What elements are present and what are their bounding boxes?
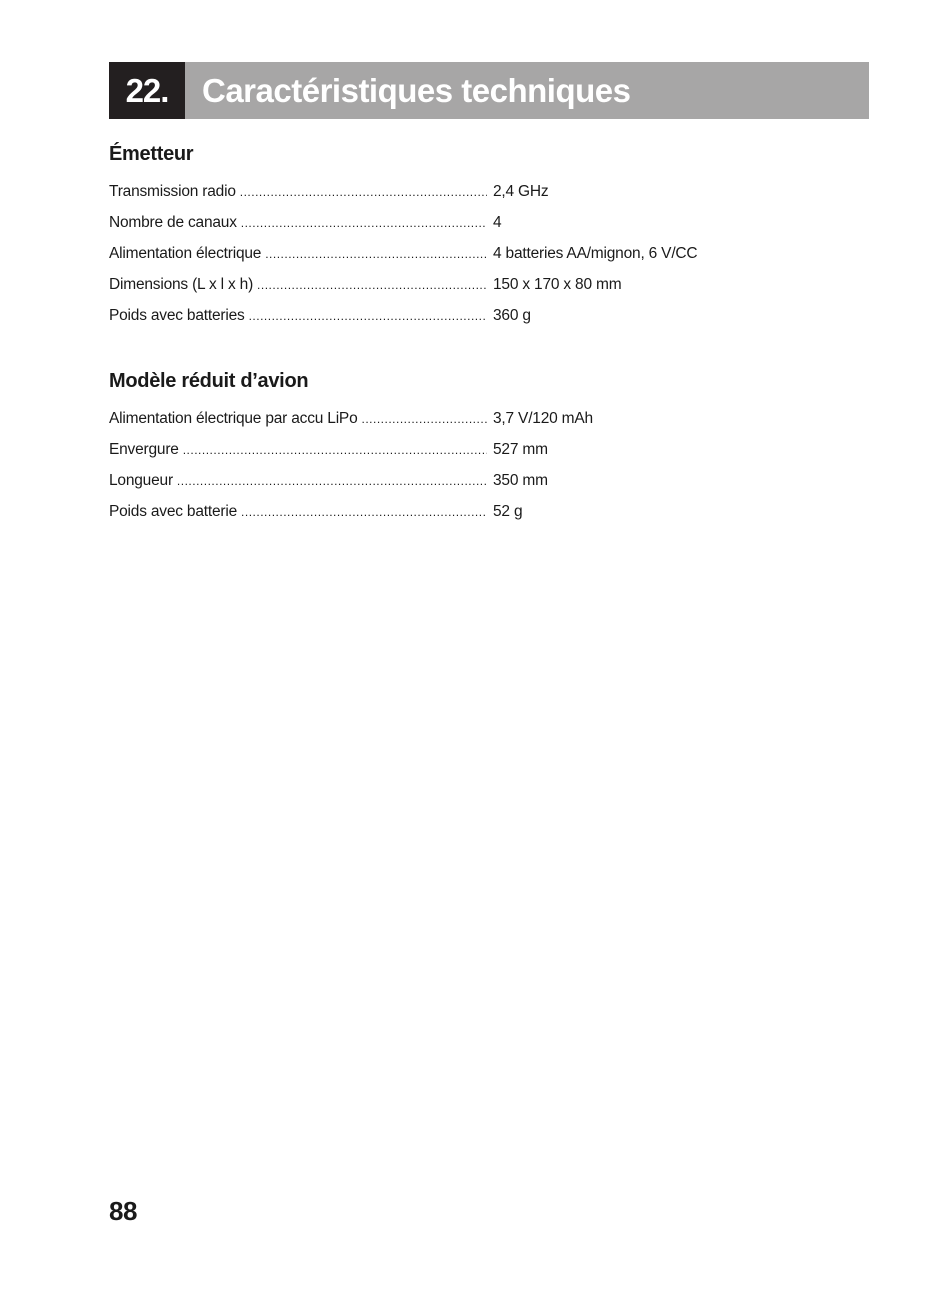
spec-label: Alimentation électrique (109, 245, 262, 262)
dot-leader (241, 505, 487, 519)
spec-value: 2,4 GHz (493, 183, 549, 200)
spec-value: 52 g (493, 503, 523, 520)
dot-leader (362, 412, 488, 426)
spec-value: 350 mm (493, 472, 548, 489)
spec-label: Longueur (109, 472, 173, 489)
spec-label: Alimentation électrique par accu LiPo (109, 410, 358, 427)
spec-value: 4 batteries AA/mignon, 6 V/CC (493, 245, 698, 262)
spec-label: Poids avec batterie (109, 503, 238, 520)
spec-row (109, 410, 709, 441)
dot-leader (183, 443, 487, 457)
section-heading: Modèle réduit d’avion (109, 370, 309, 392)
spec-value: 150 x 170 x 80 mm (493, 276, 622, 293)
spec-value: 360 g (493, 307, 531, 324)
dot-leader (241, 216, 487, 230)
dot-leader (249, 309, 487, 323)
section-transmitter (109, 143, 709, 338)
spec-label: Envergure (109, 441, 179, 458)
spec-row (109, 307, 709, 338)
spec-label: Nombre de canaux (109, 214, 237, 231)
dot-leader (177, 474, 487, 488)
section-aircraft-model (109, 370, 709, 534)
spec-row (109, 503, 709, 534)
dot-leader (265, 247, 487, 261)
spec-value: 3,7 V/120 mAh (493, 410, 593, 427)
chapter-header (109, 62, 869, 119)
spec-row (109, 472, 709, 503)
section-heading: Émetteur (109, 143, 194, 165)
spec-label: Transmission radio (109, 183, 236, 200)
chapter-number: 22. (109, 62, 185, 119)
chapter-title: Caractéristiques techniques (185, 62, 869, 119)
spec-value: 4 (493, 214, 502, 231)
spec-label: Dimensions (L x l x h) (109, 276, 254, 293)
spec-label: Poids avec batteries (109, 307, 245, 324)
spec-value: 527 mm (493, 441, 548, 458)
dot-leader (257, 278, 487, 292)
spec-row (109, 183, 709, 214)
page-number: 88 (109, 1196, 137, 1226)
spec-row (109, 276, 709, 307)
dot-leader (240, 185, 487, 199)
spec-row (109, 441, 709, 472)
spec-row (109, 245, 709, 276)
spec-row (109, 214, 709, 245)
